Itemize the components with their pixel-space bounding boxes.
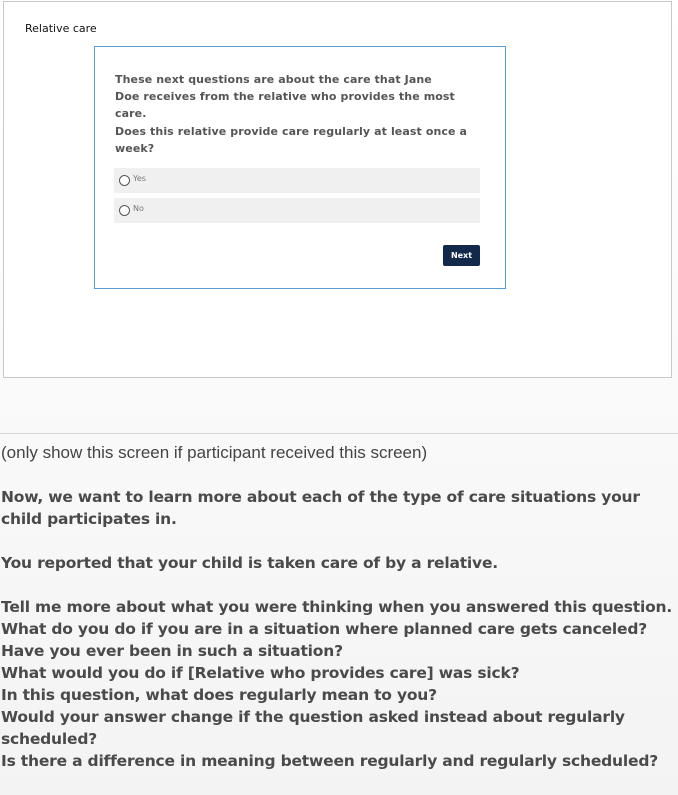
- probe-item: What do you do if you are in a situation where planned care gets canceled?: [1, 620, 648, 638]
- intro-text: [115, 71, 485, 122]
- radio-icon[interactable]: [119, 205, 130, 216]
- next-button[interactable]: Next: [443, 245, 480, 266]
- probe-item: Is there a difference in meaning between regularly and regularly scheduled?: [1, 752, 659, 770]
- option-label: Yes: [133, 174, 146, 183]
- probe-item: In this question, what does regularly mean to you?: [1, 686, 437, 704]
- radio-icon[interactable]: [119, 175, 130, 186]
- probe-item: Tell me more about what you were thinking when you answered this question.: [1, 598, 673, 616]
- question-text: Does this relative provide care regularly at least once a week?: [115, 125, 468, 155]
- intro-line: These next questions are about the care that Jane: [115, 73, 432, 86]
- option-no[interactable]: [114, 198, 480, 223]
- interviewer-intro: Now, we want to learn more about each of the type of care situations your child participates in.: [1, 488, 640, 528]
- question-card: [94, 46, 506, 289]
- divider: [0, 433, 678, 434]
- condition-note: (only show this screen if participant received this screen): [1, 443, 428, 462]
- reported-statement: You reported that your child is taken care of by a relative.: [1, 554, 498, 572]
- option-yes[interactable]: [114, 168, 480, 193]
- probe-item: What would you do if [Relative who provides care] was sick?: [1, 664, 520, 682]
- screen-title: Relative care: [25, 22, 97, 35]
- probe-item: Have you ever been in such a situation?: [1, 642, 343, 660]
- survey-screen-panel: [3, 1, 672, 378]
- probe-item: Would your answer change if the question asked instead about regularly scheduled?: [1, 708, 625, 748]
- probe-list: [1, 596, 677, 772]
- option-label: No: [133, 204, 144, 213]
- intro-line: Doe receives from the relative who provides the most care.: [115, 90, 455, 120]
